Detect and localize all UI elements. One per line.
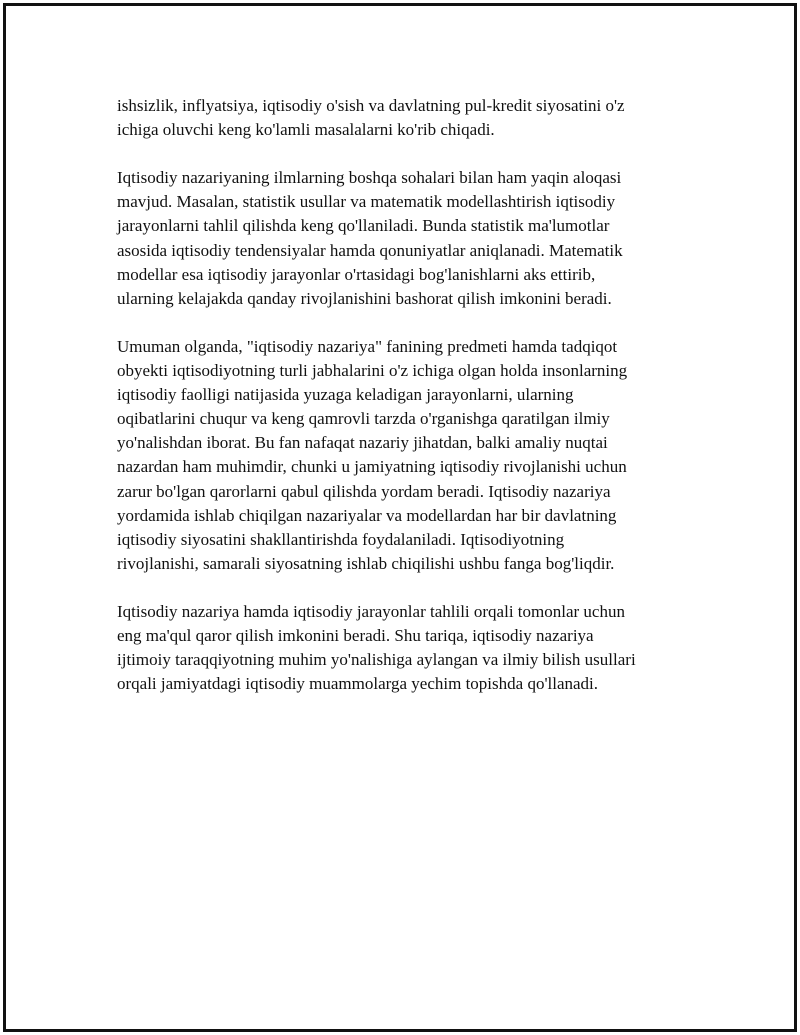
paragraph-4: Iqtisodiy nazariya hamda iqtisodiy jarayonlar tahlili orqali tomonlar uchun eng ma'qul qaror qilish imkonini beradi. Shu tariqa, iqtisodiy nazariya ijtimoiy taraqqiyotning muhim yo'nalishiga aylangan va ilmiy bilish usullari orqali jamiyatdagi iqtisodiy muammolarga yechim topishda qo'llanadi. <box>117 601 636 694</box>
paragraph-2: Iqtisodiy nazariyaning ilmlarning boshqa sohalari bilan ham yaqin aloqasi mavjud. Masalan, statistik usullar va matematik modellashtirish iqtisodiy jarayonlarni tahlil qilishda keng qo'llaniladi. Bunda statistik ma'lumotlar asosida iqtisodiy tendensiyalar hamda qonuniyatlar aniqlanadi. Matematik modellar esa iqtisodiy jarayonlar o'rtasidagi bog'lanishlarni aks ettirib, ularning kelajakda qanday rivojlanishini bashorat qilish imkonini beradi. <box>117 168 623 308</box>
paragraph-1: ishsizlik, inflyatsiya, iqtisodiy o'sish va davlatning pul-kredit siyosatini o'z ichiga oluvchi keng ko'lamli masalalarni ko'rib chiqadi. <box>117 96 625 140</box>
document-body <box>117 94 677 720</box>
paragraph-3: Umuman olganda, "iqtisodiy nazariya" fanining predmeti hamda tadqiqot obyekti iqtisodiyotning turli jabhalarini o'z ichiga olgan holda insonlarning iqtisodiy faolligi natijasida yuzaga keladigan jarayonlarni, ularning oqibatlarini chuqur va keng qamrovli tarzda o'rganishga qaratilgan ilmiy yo'nalishdan iborat. Bu fan nafaqat nazariy jihatdan, balki amaliy nuqtai nazardan ham muhimdir, chunki u jamiyatning iqtisodiy rivojlanishi uchun zarur bo'lgan qarorlarni qabul qilishda yordam beradi. Iqtisodiy nazariya yordamida ishlab chiqilgan nazariyalar va modellardan har bir davlatning iqtisodiy siyosatini shakllantirishda foydalaniladi. Iqtisodiyotning rivojlanishi, samarali siyosatning ishlab chiqilishi ushbu fanga bog'liqdir. <box>117 336 628 573</box>
